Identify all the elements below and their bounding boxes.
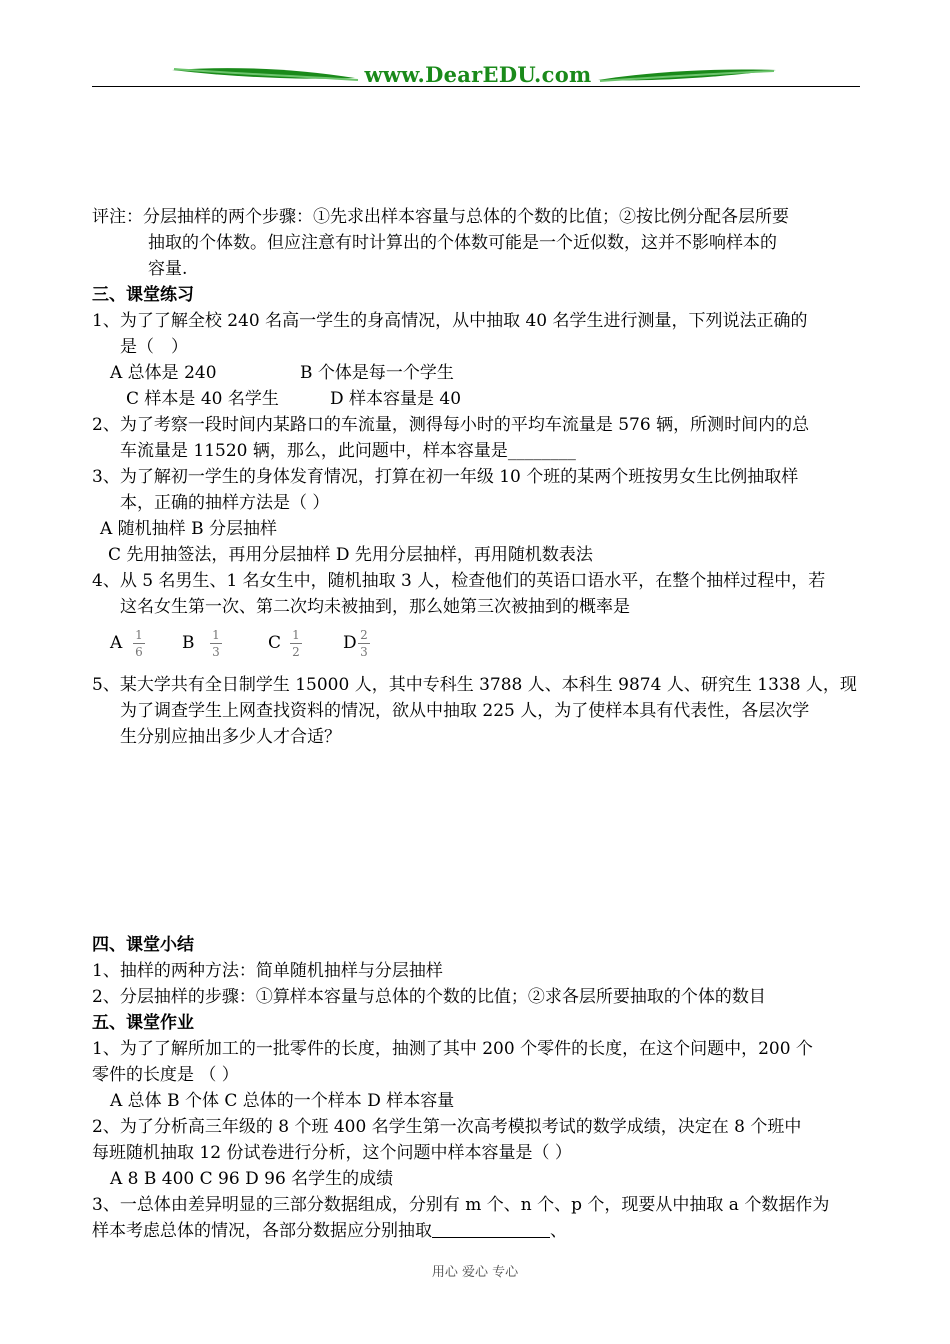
s3-q1-option-c: C 样本是 40 名学生 [126, 389, 279, 409]
s5-q3-line2-text: 样本考虑总体的情况，各部分数据应分别抽取 [92, 1221, 432, 1241]
fraction-denominator: 3 [360, 645, 368, 659]
fraction-bar [290, 643, 302, 644]
s3-q1-option-d: D 样本容量是 40 [330, 389, 462, 409]
s4-item-2: 2、分层抽样的步骤：①算样本容量与总体的个数的比值；②求各层所要抽取的个体的数目 [92, 987, 766, 1007]
s5-q2-options: A 8 B 400 C 96 D 96 名学生的成绩 [110, 1169, 394, 1189]
s3-q4-option-a-letter: A [110, 633, 123, 653]
header-rule [92, 86, 860, 87]
fraction-bar [210, 643, 222, 644]
fraction-numerator: 2 [360, 628, 368, 642]
s3-q2-line1: 2、为了考察一段时间内某路口的车流量，测得每小时的平均车流量是 576 辆，所测时间内的总 [92, 415, 810, 435]
fraction-numerator: 1 [292, 628, 300, 642]
fraction-bar [358, 643, 370, 644]
s5-q3-line2 [92, 1218, 567, 1244]
s4-item-1: 1、抽样的两种方法：简单随机抽样与分层抽样 [92, 961, 443, 981]
s3-q1-option-a: A 总体是 240 [110, 363, 217, 383]
s5-q1-options: A 总体 B 个体 C 总体的一个样本 D 样本容量 [110, 1091, 455, 1111]
s5-q1-line2: 零件的长度是 （ ） [92, 1065, 239, 1085]
section4-title: 四、课堂小结 [92, 935, 194, 955]
page-footer: 用心 爱心 专心 [431, 1265, 519, 1280]
s3-q4-option-b-letter: B [182, 633, 195, 653]
fraction-bar [133, 643, 145, 644]
section3-title: 三、课堂练习 [92, 285, 194, 305]
s3-q5-line1: 5、某大学共有全日制学生 15000 人，其中专科生 3788 人、本科生 9874 人、研究生 1338 人，现 [92, 675, 857, 695]
s3-q5-line2: 为了调查学生上网查找资料的情况，欲从中抽取 225 人，为了使样本具有代表性，各层次学 [120, 701, 810, 721]
s3-q4-option-c-letter: C [268, 633, 282, 653]
s3-q4-option-d-fraction [357, 628, 371, 662]
s3-q2-line2: 车流量是 11520 辆，那么，此问题中，样本容量是________ [120, 441, 576, 461]
fraction-denominator: 2 [292, 645, 300, 659]
fraction-denominator: 3 [212, 645, 220, 659]
s3-q4-option-b-fraction [209, 628, 223, 662]
comment-line-3: 容量. [148, 259, 188, 279]
fraction-numerator: 1 [135, 628, 143, 642]
logo-text: www.DearEDU.com [364, 62, 592, 87]
s3-q4-option-a-fraction [132, 628, 146, 662]
section5-title: 五、课堂作业 [92, 1013, 194, 1033]
s3-q5-line3: 生分别应抽出多少人才合适？ [120, 727, 341, 747]
s3-q3-options-ab: A 随机抽样 B 分层抽样 [100, 519, 277, 539]
s3-q1-option-b: B 个体是每一个学生 [300, 363, 454, 383]
s3-q4-option-d-letter: D [343, 633, 357, 653]
answer-blank[interactable] [432, 1219, 550, 1238]
s5-q2-line1: 2、为了分析高三年级的 8 个班 400 名学生第一次高考模拟考试的数学成绩，决定在 8 个班中 [92, 1117, 802, 1137]
s5-q3-line1: 3、一总体由差异明显的三部分数据组成，分别有 m 个、n 个、p 个，现要从中抽取 a 个数据作为 [92, 1195, 830, 1215]
s5-q1-line1: 1、为了了解所加工的一批零件的长度，抽测了其中 200 个零件的长度，在这个问题中，200 个 [92, 1039, 813, 1059]
comment-line-1: 评注：分层抽样的两个步骤：①先求出样本容量与总体的个数的比值；②按比例分配各层所要 [92, 207, 789, 227]
s3-q3-line1: 3、为了解初一学生的身体发育情况，打算在初一年级 10 个班的某两个班按男女生比例抽取样 [92, 467, 799, 487]
s3-q3-options-cd: C 先用抽签法，再用分层抽样 D 先用分层抽样，再用随机数表法 [108, 545, 593, 565]
s3-q4-line1: 4、从 5 名男生、1 名女生中，随机抽取 3 人，检查他们的英语口语水平，在整个抽样过程中，若 [92, 571, 826, 591]
s3-q1-line1: 1、为了了解全校 240 名高一学生的身高情况，从中抽取 40 名学生进行测量，下列说法正确的 [92, 311, 808, 331]
comment-line-2: 抽取的个体数。但应注意有时计算出的个体数可能是一个近似数，这并不影响样本的 [148, 233, 777, 253]
s5-q3-line2-end: 、 [550, 1221, 567, 1241]
s3-q1-line2: 是（ ） [120, 337, 188, 357]
s5-q2-line2: 每班随机抽取 12 份试卷进行分析，这个问题中样本容量是（ ） [92, 1143, 572, 1163]
s3-q4-option-c-fraction [289, 628, 303, 662]
s3-q4-line2: 这名女生第一次、第二次均未被抽到，那么她第三次被抽到的概率是 [120, 597, 630, 617]
fraction-numerator: 1 [212, 628, 220, 642]
header-logo [170, 60, 780, 94]
s3-q3-line2: 本，正确的抽样方法是（ ） [120, 493, 330, 513]
fraction-denominator: 6 [135, 645, 143, 659]
